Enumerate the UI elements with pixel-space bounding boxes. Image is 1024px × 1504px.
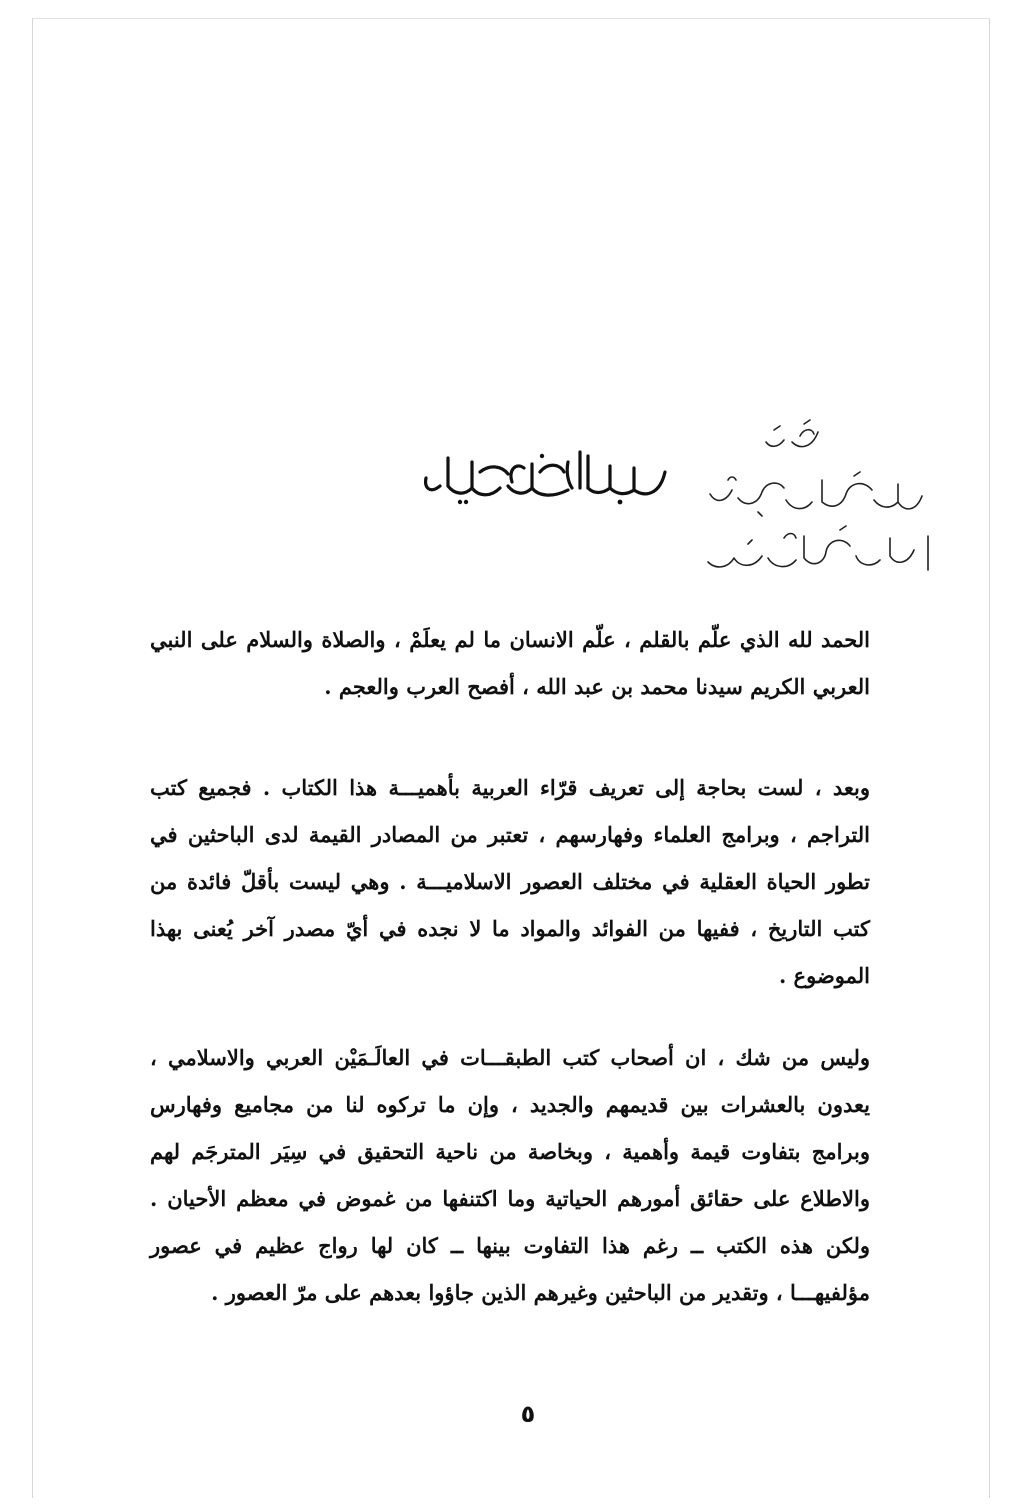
paragraph-3: وليس من شك ، ان أصحاب كتب الطبقـــات في العالَـمَيْن العربي والاسلامي ، يعدون بالعشرات بين قديمهم والجديد ، وإن ما تركوه لنا من مجاميع وفهارس وبرامج بتفاوت قيمة وأهمية ، وبخاصة من ناحية التحقيق في سِيَر المترجَم لهم والاطلاع على حقائق أمورهم الحياتية وما اكتنفها من غموض في معظم الأحيان . ولكن هذه الكتب ــ رغم هذا التفاوت بينها ــ كان لها رواج عظيم في عصور مؤلفيهـــا ، وتقدير من الباحثين وغيرهم الذين جاؤوا بعدهم على مرّ العصور . — [150, 1045, 870, 1305]
page-number: ٥ — [520, 1400, 536, 1428]
paragraph-2: وبعد ، لست بحاجة إلى تعريف قرّاء العربية بأهميـــة هذا الكتاب . فجميع كتب التراجم ، وبرامج العلماء وفهارسهم ، تعتبر من المصادر القيمة لدى الباحثين في تطور الحياة العقلية في مختلف العصور الاسلاميـــة . وهي ليست بأقلّ فائدة من كتب التاريخ ، ففيها من الفوائد والمواد ما لا نجده في أيّ مصدر آخر يُعنى بهذا الموضوع . — [150, 775, 870, 988]
paragraph-1: الحمد لله الذي علّم بالقلم ، علّم الانسان ما لم يعلَمْ ، والصلاة والسلام على النبي العربي الكريم سيدنا محمد بن عبد الله ، أفصح العرب والعجم . — [150, 627, 870, 699]
rafa-stamp-handwriting — [700, 418, 940, 590]
basmala-calligraphy — [420, 442, 670, 512]
